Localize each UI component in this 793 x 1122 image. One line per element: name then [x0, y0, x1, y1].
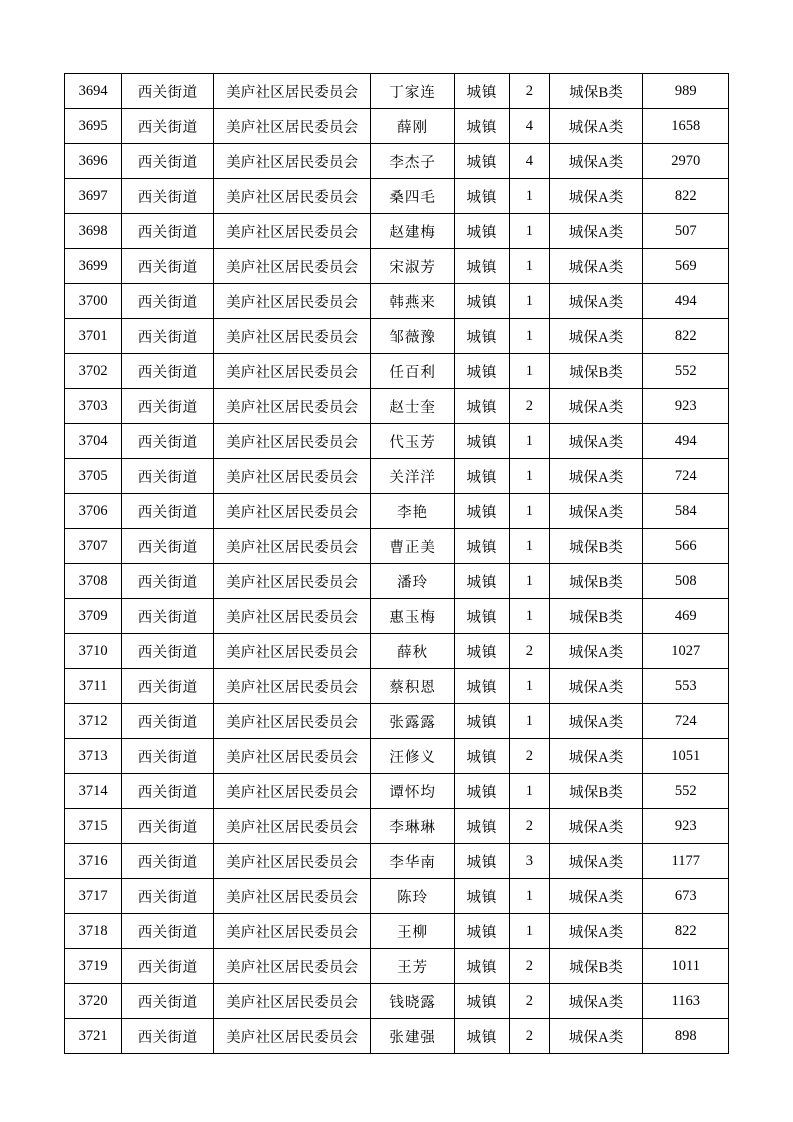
- cell-name: 王柳: [371, 914, 454, 949]
- cell-category: 城保A类: [549, 844, 643, 879]
- cell-amount: 898: [643, 1019, 729, 1054]
- table-row: [65, 319, 729, 354]
- cell-street: 西关街道: [122, 179, 214, 214]
- cell-household-type: 城镇: [454, 914, 509, 949]
- table-row: [65, 949, 729, 984]
- cell-id: 3695: [65, 109, 122, 144]
- cell-street: 西关街道: [122, 389, 214, 424]
- cell-category: 城保A类: [549, 249, 643, 284]
- cell-household-type: 城镇: [454, 774, 509, 809]
- cell-street: 西关街道: [122, 914, 214, 949]
- table-row: [65, 144, 729, 179]
- cell-name: 邹薇豫: [371, 319, 454, 354]
- cell-category: 城保A类: [549, 494, 643, 529]
- cell-household-type: 城镇: [454, 284, 509, 319]
- cell-category: 城保A类: [549, 284, 643, 319]
- cell-organization: 美庐社区居民委员会: [214, 319, 371, 354]
- cell-street: 西关街道: [122, 284, 214, 319]
- cell-household-type: 城镇: [454, 949, 509, 984]
- cell-persons: 2: [510, 634, 550, 669]
- cell-id: 3717: [65, 879, 122, 914]
- table-row: [65, 634, 729, 669]
- cell-category: 城保B类: [549, 774, 643, 809]
- table-row: [65, 844, 729, 879]
- cell-household-type: 城镇: [454, 214, 509, 249]
- cell-persons: 3: [510, 844, 550, 879]
- cell-category: 城保A类: [549, 914, 643, 949]
- cell-persons: 1: [510, 529, 550, 564]
- cell-household-type: 城镇: [454, 144, 509, 179]
- cell-name: 张建强: [371, 1019, 454, 1054]
- cell-category: 城保A类: [549, 319, 643, 354]
- table-row: [65, 494, 729, 529]
- cell-household-type: 城镇: [454, 669, 509, 704]
- table-row: [65, 74, 729, 109]
- cell-id: 3711: [65, 669, 122, 704]
- cell-name: 赵建梅: [371, 214, 454, 249]
- table-row: [65, 704, 729, 739]
- cell-amount: 822: [643, 179, 729, 214]
- table-row: [65, 459, 729, 494]
- cell-persons: 2: [510, 809, 550, 844]
- cell-persons: 1: [510, 914, 550, 949]
- cell-household-type: 城镇: [454, 739, 509, 774]
- cell-category: 城保A类: [549, 879, 643, 914]
- cell-category: 城保A类: [549, 459, 643, 494]
- cell-household-type: 城镇: [454, 494, 509, 529]
- cell-id: 3708: [65, 564, 122, 599]
- cell-name: 蔡积恩: [371, 669, 454, 704]
- cell-category: 城保A类: [549, 144, 643, 179]
- cell-id: 3715: [65, 809, 122, 844]
- cell-id: 3698: [65, 214, 122, 249]
- cell-category: 城保B类: [549, 354, 643, 389]
- cell-id: 3710: [65, 634, 122, 669]
- cell-organization: 美庐社区居民委员会: [214, 914, 371, 949]
- cell-category: 城保B类: [549, 564, 643, 599]
- cell-name: 宋淑芳: [371, 249, 454, 284]
- cell-organization: 美庐社区居民委员会: [214, 634, 371, 669]
- cell-persons: 1: [510, 319, 550, 354]
- cell-persons: 2: [510, 74, 550, 109]
- cell-persons: 1: [510, 284, 550, 319]
- cell-household-type: 城镇: [454, 424, 509, 459]
- cell-organization: 美庐社区居民委员会: [214, 459, 371, 494]
- cell-amount: 1051: [643, 739, 729, 774]
- table-body: [65, 74, 729, 1054]
- cell-amount: 673: [643, 879, 729, 914]
- cell-amount: 569: [643, 249, 729, 284]
- cell-name: 谭怀均: [371, 774, 454, 809]
- cell-persons: 2: [510, 949, 550, 984]
- cell-organization: 美庐社区居民委员会: [214, 424, 371, 459]
- cell-amount: 2970: [643, 144, 729, 179]
- cell-id: 3699: [65, 249, 122, 284]
- cell-household-type: 城镇: [454, 704, 509, 739]
- cell-street: 西关街道: [122, 1019, 214, 1054]
- cell-organization: 美庐社区居民委员会: [214, 74, 371, 109]
- cell-street: 西关街道: [122, 949, 214, 984]
- cell-id: 3719: [65, 949, 122, 984]
- cell-household-type: 城镇: [454, 984, 509, 1019]
- cell-amount: 1163: [643, 984, 729, 1019]
- cell-id: 3704: [65, 424, 122, 459]
- cell-category: 城保A类: [549, 214, 643, 249]
- cell-household-type: 城镇: [454, 634, 509, 669]
- cell-id: 3702: [65, 354, 122, 389]
- table-row: [65, 424, 729, 459]
- cell-name: 李艳: [371, 494, 454, 529]
- cell-category: 城保A类: [549, 669, 643, 704]
- subsidy-records-table: [64, 73, 729, 1054]
- cell-persons: 4: [510, 144, 550, 179]
- cell-organization: 美庐社区居民委员会: [214, 109, 371, 144]
- cell-amount: 552: [643, 354, 729, 389]
- cell-street: 西关街道: [122, 564, 214, 599]
- cell-category: 城保A类: [549, 739, 643, 774]
- table-row: [65, 529, 729, 564]
- table-row: [65, 669, 729, 704]
- cell-amount: 552: [643, 774, 729, 809]
- cell-organization: 美庐社区居民委员会: [214, 564, 371, 599]
- cell-name: 桑四毛: [371, 179, 454, 214]
- cell-id: 3712: [65, 704, 122, 739]
- cell-organization: 美庐社区居民委员会: [214, 739, 371, 774]
- cell-street: 西关街道: [122, 214, 214, 249]
- cell-household-type: 城镇: [454, 319, 509, 354]
- cell-name: 李杰子: [371, 144, 454, 179]
- cell-household-type: 城镇: [454, 844, 509, 879]
- cell-organization: 美庐社区居民委员会: [214, 949, 371, 984]
- cell-amount: 1177: [643, 844, 729, 879]
- cell-persons: 1: [510, 564, 550, 599]
- cell-name: 代玉芳: [371, 424, 454, 459]
- cell-category: 城保B类: [549, 599, 643, 634]
- cell-organization: 美庐社区居民委员会: [214, 1019, 371, 1054]
- cell-amount: 584: [643, 494, 729, 529]
- cell-organization: 美庐社区居民委员会: [214, 669, 371, 704]
- cell-persons: 4: [510, 109, 550, 144]
- cell-amount: 1658: [643, 109, 729, 144]
- cell-household-type: 城镇: [454, 179, 509, 214]
- cell-organization: 美庐社区居民委员会: [214, 354, 371, 389]
- cell-amount: 566: [643, 529, 729, 564]
- cell-name: 薛秋: [371, 634, 454, 669]
- cell-persons: 2: [510, 984, 550, 1019]
- cell-id: 3709: [65, 599, 122, 634]
- cell-household-type: 城镇: [454, 74, 509, 109]
- cell-persons: 2: [510, 739, 550, 774]
- cell-household-type: 城镇: [454, 599, 509, 634]
- cell-persons: 1: [510, 704, 550, 739]
- cell-organization: 美庐社区居民委员会: [214, 774, 371, 809]
- cell-persons: 2: [510, 1019, 550, 1054]
- cell-name: 韩燕来: [371, 284, 454, 319]
- cell-street: 西关街道: [122, 74, 214, 109]
- cell-id: 3721: [65, 1019, 122, 1054]
- cell-name: 张露露: [371, 704, 454, 739]
- cell-street: 西关街道: [122, 809, 214, 844]
- cell-persons: 1: [510, 214, 550, 249]
- cell-street: 西关街道: [122, 249, 214, 284]
- cell-amount: 1011: [643, 949, 729, 984]
- table-row: [65, 774, 729, 809]
- cell-category: 城保B类: [549, 949, 643, 984]
- cell-street: 西关街道: [122, 669, 214, 704]
- cell-persons: 1: [510, 774, 550, 809]
- cell-amount: 923: [643, 389, 729, 424]
- cell-amount: 822: [643, 914, 729, 949]
- cell-street: 西关街道: [122, 739, 214, 774]
- cell-name: 李华南: [371, 844, 454, 879]
- cell-name: 王芳: [371, 949, 454, 984]
- cell-amount: 553: [643, 669, 729, 704]
- cell-organization: 美庐社区居民委员会: [214, 529, 371, 564]
- table-row: [65, 354, 729, 389]
- table-row: [65, 214, 729, 249]
- cell-name: 李琳琳: [371, 809, 454, 844]
- cell-persons: 1: [510, 249, 550, 284]
- table-row: [65, 1019, 729, 1054]
- cell-amount: 508: [643, 564, 729, 599]
- cell-name: 陈玲: [371, 879, 454, 914]
- cell-id: 3700: [65, 284, 122, 319]
- cell-id: 3696: [65, 144, 122, 179]
- cell-street: 西关街道: [122, 844, 214, 879]
- cell-organization: 美庐社区居民委员会: [214, 144, 371, 179]
- cell-street: 西关街道: [122, 319, 214, 354]
- cell-persons: 1: [510, 354, 550, 389]
- cell-name: 赵士奎: [371, 389, 454, 424]
- cell-id: 3703: [65, 389, 122, 424]
- cell-street: 西关街道: [122, 494, 214, 529]
- cell-name: 惠玉梅: [371, 599, 454, 634]
- table-row: [65, 109, 729, 144]
- cell-name: 钱晓露: [371, 984, 454, 1019]
- cell-id: 3713: [65, 739, 122, 774]
- cell-amount: 494: [643, 424, 729, 459]
- cell-id: 3706: [65, 494, 122, 529]
- cell-amount: 989: [643, 74, 729, 109]
- cell-household-type: 城镇: [454, 109, 509, 144]
- cell-category: 城保A类: [549, 704, 643, 739]
- table-row: [65, 739, 729, 774]
- cell-name: 任百利: [371, 354, 454, 389]
- cell-household-type: 城镇: [454, 564, 509, 599]
- cell-id: 3718: [65, 914, 122, 949]
- cell-category: 城保A类: [549, 179, 643, 214]
- cell-persons: 1: [510, 179, 550, 214]
- cell-street: 西关街道: [122, 109, 214, 144]
- cell-household-type: 城镇: [454, 529, 509, 564]
- table-row: [65, 179, 729, 214]
- cell-amount: 822: [643, 319, 729, 354]
- table-row: [65, 564, 729, 599]
- cell-street: 西关街道: [122, 774, 214, 809]
- cell-organization: 美庐社区居民委员会: [214, 809, 371, 844]
- cell-organization: 美庐社区居民委员会: [214, 214, 371, 249]
- cell-street: 西关街道: [122, 879, 214, 914]
- cell-organization: 美庐社区居民委员会: [214, 984, 371, 1019]
- cell-street: 西关街道: [122, 634, 214, 669]
- cell-amount: 923: [643, 809, 729, 844]
- cell-organization: 美庐社区居民委员会: [214, 389, 371, 424]
- cell-street: 西关街道: [122, 599, 214, 634]
- cell-persons: 1: [510, 459, 550, 494]
- cell-organization: 美庐社区居民委员会: [214, 599, 371, 634]
- cell-street: 西关街道: [122, 529, 214, 564]
- cell-persons: 1: [510, 599, 550, 634]
- cell-category: 城保A类: [549, 984, 643, 1019]
- table-row: [65, 389, 729, 424]
- cell-id: 3701: [65, 319, 122, 354]
- cell-name: 关洋洋: [371, 459, 454, 494]
- cell-amount: 724: [643, 459, 729, 494]
- cell-street: 西关街道: [122, 984, 214, 1019]
- cell-organization: 美庐社区居民委员会: [214, 179, 371, 214]
- table-row: [65, 284, 729, 319]
- cell-household-type: 城镇: [454, 809, 509, 844]
- cell-amount: 1027: [643, 634, 729, 669]
- cell-amount: 507: [643, 214, 729, 249]
- table-row: [65, 809, 729, 844]
- cell-street: 西关街道: [122, 424, 214, 459]
- cell-id: 3720: [65, 984, 122, 1019]
- cell-organization: 美庐社区居民委员会: [214, 844, 371, 879]
- cell-organization: 美庐社区居民委员会: [214, 704, 371, 739]
- cell-household-type: 城镇: [454, 249, 509, 284]
- cell-persons: 1: [510, 879, 550, 914]
- cell-organization: 美庐社区居民委员会: [214, 494, 371, 529]
- cell-category: 城保B类: [549, 74, 643, 109]
- cell-household-type: 城镇: [454, 389, 509, 424]
- cell-street: 西关街道: [122, 144, 214, 179]
- cell-household-type: 城镇: [454, 354, 509, 389]
- cell-name: 曹正美: [371, 529, 454, 564]
- cell-id: 3714: [65, 774, 122, 809]
- cell-id: 3707: [65, 529, 122, 564]
- cell-persons: 1: [510, 424, 550, 459]
- cell-street: 西关街道: [122, 459, 214, 494]
- cell-organization: 美庐社区居民委员会: [214, 249, 371, 284]
- cell-category: 城保A类: [549, 1019, 643, 1054]
- cell-amount: 469: [643, 599, 729, 634]
- cell-name: 薛刚: [371, 109, 454, 144]
- cell-id: 3705: [65, 459, 122, 494]
- table-row: [65, 984, 729, 1019]
- cell-persons: 1: [510, 494, 550, 529]
- cell-name: 丁家连: [371, 74, 454, 109]
- cell-amount: 724: [643, 704, 729, 739]
- cell-name: 汪修义: [371, 739, 454, 774]
- cell-category: 城保A类: [549, 424, 643, 459]
- table-row: [65, 249, 729, 284]
- cell-category: 城保A类: [549, 634, 643, 669]
- cell-category: 城保A类: [549, 109, 643, 144]
- cell-persons: 2: [510, 389, 550, 424]
- cell-id: 3694: [65, 74, 122, 109]
- cell-household-type: 城镇: [454, 459, 509, 494]
- cell-persons: 1: [510, 669, 550, 704]
- cell-organization: 美庐社区居民委员会: [214, 879, 371, 914]
- cell-household-type: 城镇: [454, 879, 509, 914]
- cell-category: 城保A类: [549, 809, 643, 844]
- cell-household-type: 城镇: [454, 1019, 509, 1054]
- cell-street: 西关街道: [122, 354, 214, 389]
- cell-street: 西关街道: [122, 704, 214, 739]
- table-row: [65, 599, 729, 634]
- cell-name: 潘玲: [371, 564, 454, 599]
- cell-id: 3697: [65, 179, 122, 214]
- table-row: [65, 879, 729, 914]
- cell-organization: 美庐社区居民委员会: [214, 284, 371, 319]
- table-row: [65, 914, 729, 949]
- cell-category: 城保B类: [549, 529, 643, 564]
- cell-category: 城保A类: [549, 389, 643, 424]
- cell-amount: 494: [643, 284, 729, 319]
- cell-id: 3716: [65, 844, 122, 879]
